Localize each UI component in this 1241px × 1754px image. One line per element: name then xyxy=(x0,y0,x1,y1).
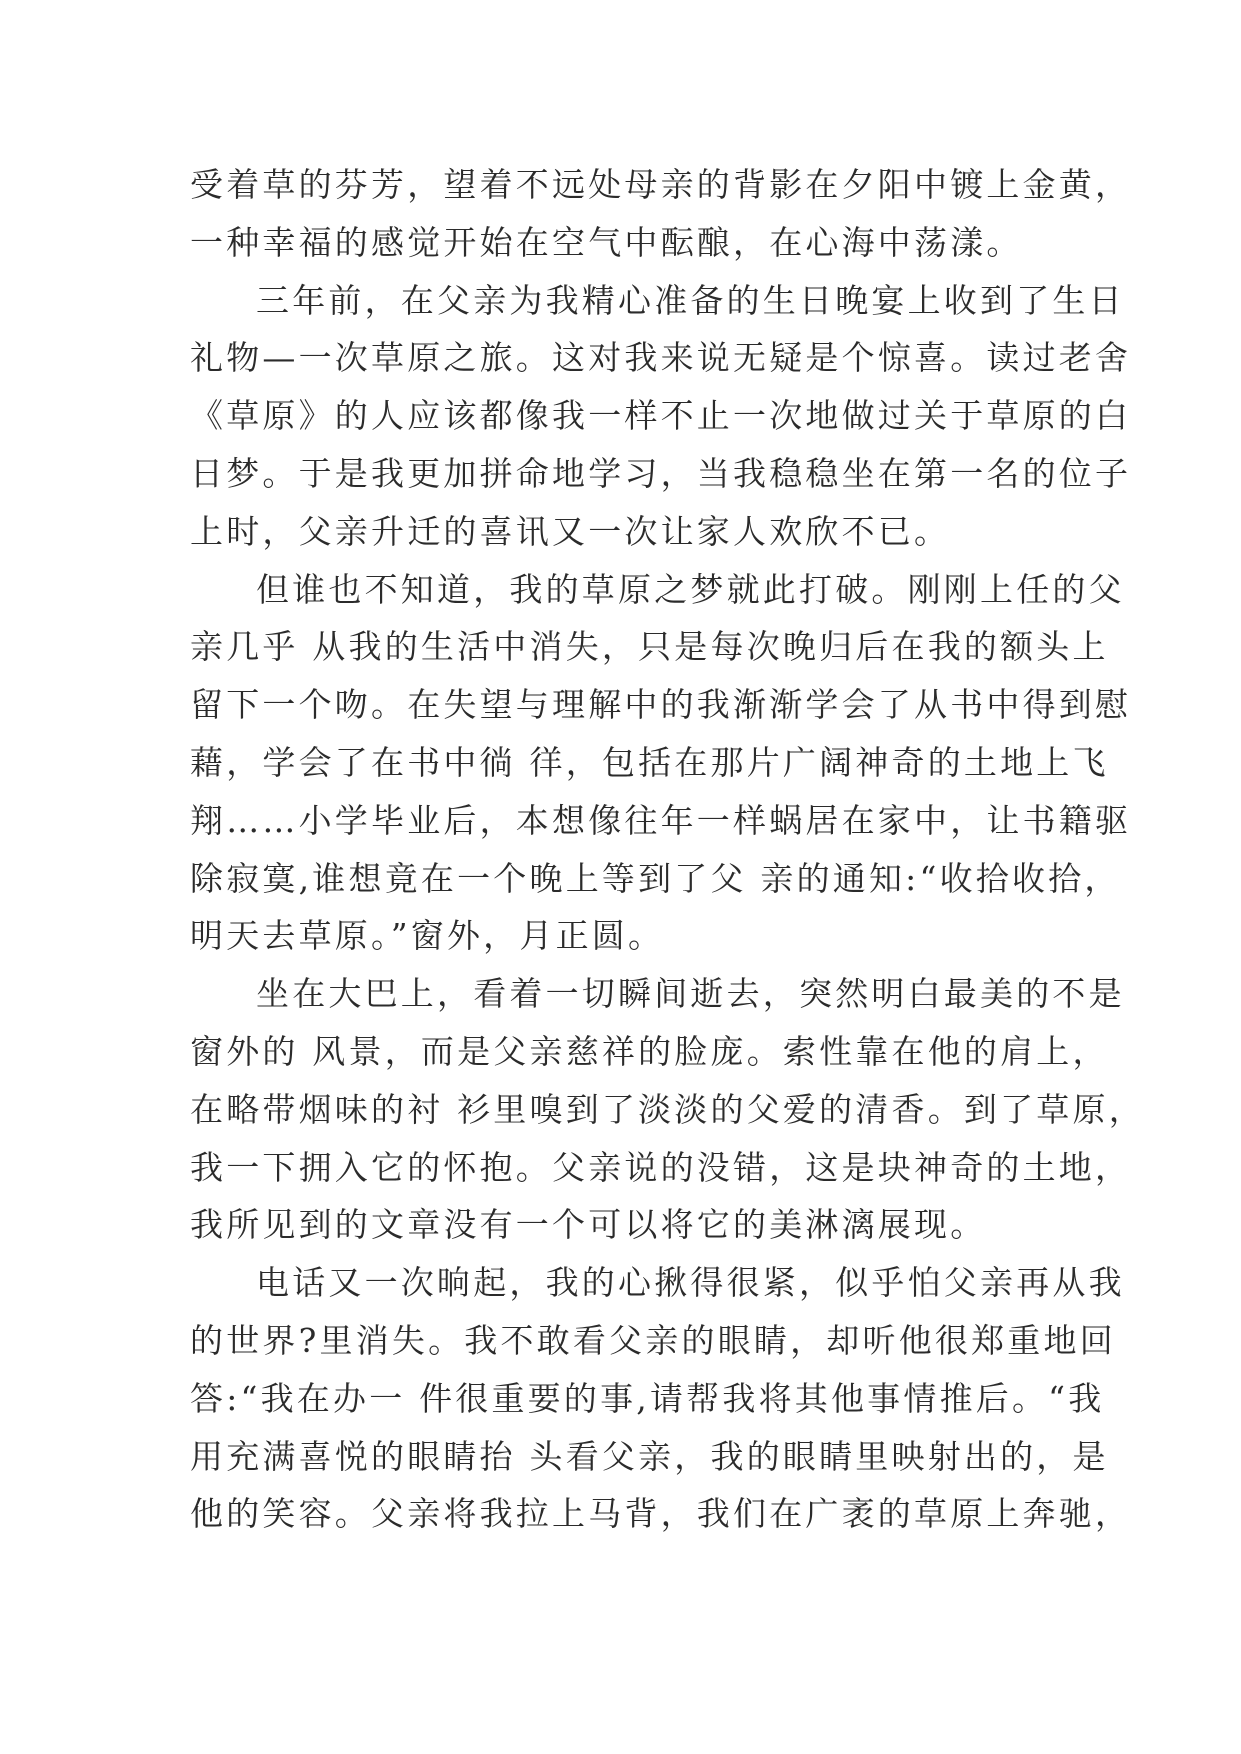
paragraph xyxy=(190,156,1132,272)
text-line: 坐在大巴上，看着一切瞬间逝去，突然明白最美的不是 xyxy=(256,974,1125,1014)
text-line: 亲几乎 从我的生活中消失，只是每次晚归后在我的额头上 xyxy=(190,627,1109,667)
document-body xyxy=(190,156,1145,1543)
text-line: 答:“我在办一 件很重要的事,请帮我将其他事情推后。“我 xyxy=(190,1378,1105,1418)
text-line: 他的笑容。父亲将我拉上马背，我们在广袤的草原上奔驰， xyxy=(190,1494,1132,1534)
text-line: 翔……小学毕业后，本想像往年一样蜗居在家中，让书籍驱 xyxy=(190,800,1132,840)
text-line: 受着草的芬芳，望着不远处母亲的背影在夕阳中镀上金黄， xyxy=(190,165,1132,204)
text-line: 除寂寞,谁想竟在一个晚上等到了父 亲的通知:“收拾收拾， xyxy=(190,858,1121,898)
text-line: 上时，父亲升迁的喜讯又一次让家人欢欣不已。 xyxy=(190,511,951,551)
text-line: 三年前，在父亲为我精心准备的生日晚宴上收到了生日 xyxy=(256,280,1125,320)
paragraph xyxy=(190,561,1132,966)
text-line: 《草原》的人应该都像我一样不止一次地做过关于草原的白 xyxy=(190,396,1132,436)
text-line: 但谁也不知道，我的草原之梦就此打破。刚刚上任的父 xyxy=(256,569,1125,609)
text-line: 日梦。于是我更加拼命地学习，当我稳稳坐在第一名的位子 xyxy=(190,453,1132,493)
text-line: 一种幸福的感觉开始在空气中酝酿，在心海中荡漾。 xyxy=(190,222,1023,262)
text-line: 的世界?里消失。我不敢看父亲的眼睛，却听他很郑重地回 xyxy=(190,1320,1116,1360)
text-line: 我所见到的文章没有一个可以将它的美淋漓展现。 xyxy=(190,1205,987,1245)
text-line: 我一下拥入它的怀抱。父亲说的没错，这是块神奇的土地， xyxy=(190,1147,1132,1187)
text-line: 明天去草原。”窗外，月正圆。 xyxy=(190,916,665,956)
text-line: 用充满喜悦的眼睛抬 头看父亲，我的眼睛里映射出的，是 xyxy=(190,1436,1109,1476)
paragraph xyxy=(190,965,1145,1254)
text-line: 礼物—一次草原之旅。这对我来说无疑是个惊喜。读过老舍 xyxy=(190,338,1132,378)
text-line: 留下一个吻。在失望与理解中的我渐渐学会了从书中得到慰 xyxy=(190,685,1132,725)
text-line: 窗外的 风景，而是父亲慈祥的脸庞。索性靠在他的肩上， xyxy=(190,1031,1109,1071)
text-line: 在略带烟味的衬 衫里嗅到了淡淡的父爱的清香。到了草原， xyxy=(190,1089,1145,1129)
text-line: 电话又一次晌起，我的心揪得很紧，似乎怕父亲再从我 xyxy=(256,1263,1125,1303)
paragraph xyxy=(190,1254,1132,1543)
paragraph xyxy=(190,272,1132,561)
text-line: 藉，学会了在书中徜 徉，包括在那片广阔神奇的土地上飞 xyxy=(190,742,1109,782)
